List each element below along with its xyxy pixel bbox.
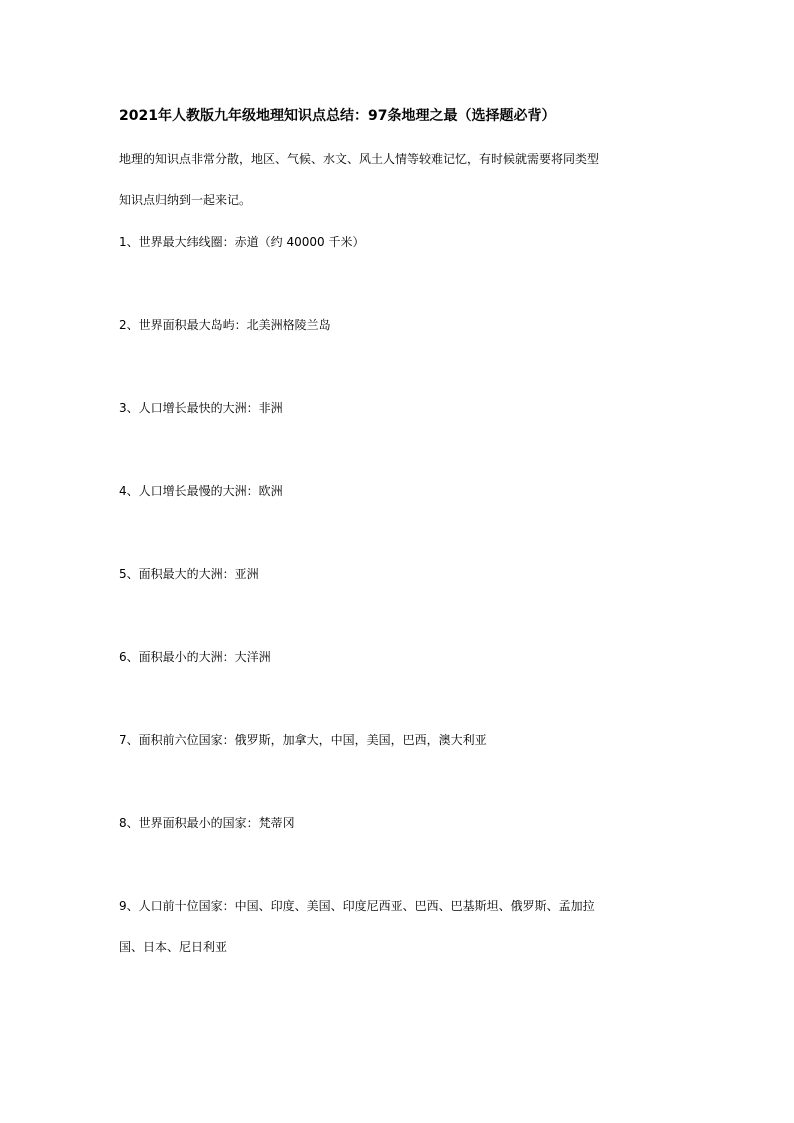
list-item: 3、人口增长最快的大洲：非洲: [119, 401, 283, 415]
list-item: 2、世界面积最大岛屿：北美洲格陵兰岛: [119, 318, 331, 332]
list-item: 4、人口增长最慢的大洲：欧洲: [119, 484, 283, 498]
list-item: 7、面积前六位国家：俄罗斯，加拿大，中国，美国，巴西，澳大利亚: [119, 733, 487, 747]
list-item: 5、面积最大的大洲：亚洲: [119, 567, 259, 581]
document-title: 2021年人教版九年级地理知识点总结：97条地理之最（选择题必背）: [119, 108, 556, 124]
list-item: 1、世界最大纬线圈：赤道（约 40000 千米）: [119, 235, 365, 249]
intro-paragraph-line-2: 知识点归纳到一起来记。: [119, 193, 252, 207]
intro-paragraph-line-1: 地理的知识点非常分散，地区、气候、水文、风土人情等较难记忆，有时候就需要将同类型: [119, 152, 600, 166]
list-item-continuation: 国、日本、尼日利亚: [119, 940, 228, 954]
list-item: 9、人口前十位国家：中国、印度、美国、印度尼西亚、巴西、巴基斯坦、俄罗斯、孟加拉: [119, 899, 595, 913]
list-item: 8、世界面积最小的国家：梵蒂冈: [119, 816, 295, 830]
list-item: 6、面积最小的大洲：大洋洲: [119, 650, 271, 664]
